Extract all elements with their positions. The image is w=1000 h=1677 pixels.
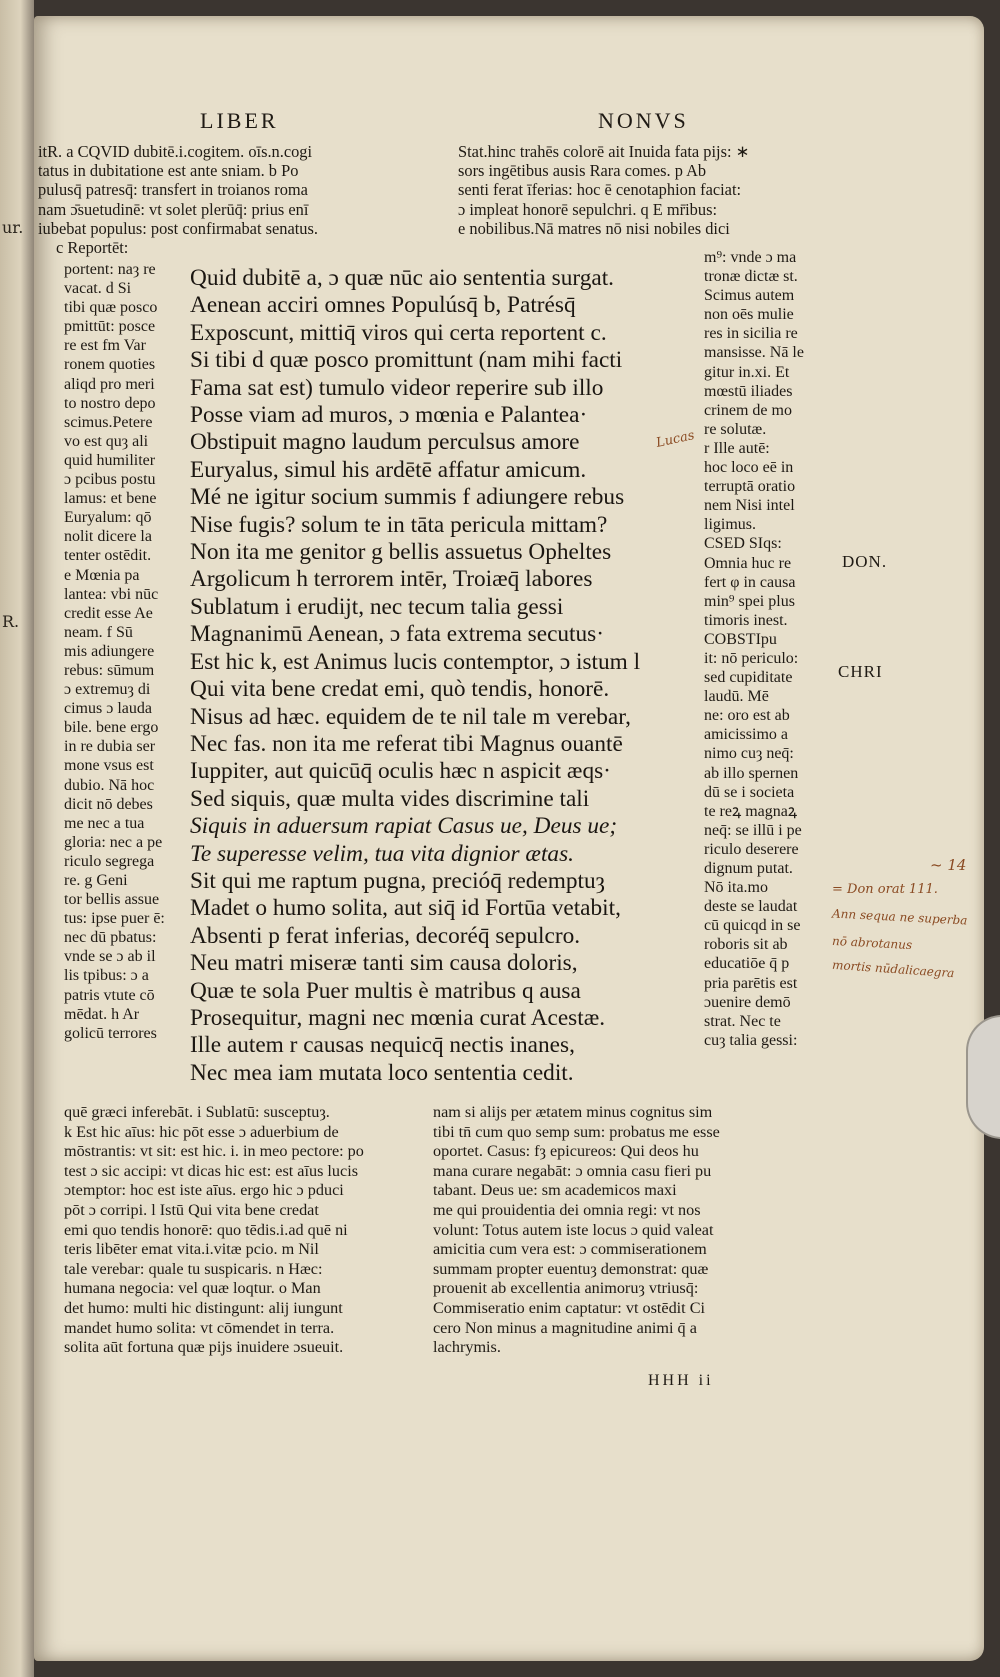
gloss-line: Euryalum: qō	[64, 509, 152, 527]
gloss-line: dū se i societa	[704, 783, 795, 801]
gloss-line: non oēs mulie	[704, 306, 794, 324]
gloss-line: cimus ɔ lauda	[64, 700, 152, 718]
gloss-line: nolit dicere la	[64, 528, 152, 546]
gloss-line: cero Non minus a magnitudine animi q̄ a	[433, 1318, 697, 1337]
gloss-line: emi quo tendis honorē: quo tēdis.i.ad quē ni	[64, 1220, 348, 1239]
gloss-line: tibi tn̄ cum quo semp sum: probatus me esse	[433, 1122, 720, 1141]
gloss-line: ɔtemptor: hoc est iste aīus. ergo hic ɔ pduci	[64, 1181, 344, 1200]
gloss-line: educatiōe q̄ p	[704, 955, 790, 973]
gloss-line: pria parētis est	[704, 974, 798, 992]
gloss-line: nam ɔ̄suetudinē: vt solet plerūq̄: prius enī	[38, 199, 309, 219]
gloss-line: pmittūt: posce	[64, 318, 156, 336]
gloss-line: nem Nisi intel	[704, 497, 795, 515]
verse-line: Neu matri miseræ tanti sim causa doloris,	[190, 950, 578, 977]
gloss-line: gloria: nec a pe	[64, 833, 163, 851]
gloss-line: golicū terrores	[64, 1024, 157, 1042]
gloss-line: nam si alijs per ætatem minus cognitus sim	[433, 1103, 713, 1121]
gloss-line: ab illo spernen	[704, 764, 799, 782]
gloss-line: vo est quȝ ali	[64, 432, 149, 450]
side-label-don: DON.	[842, 552, 888, 571]
gloss-line: to nostro depo	[64, 394, 156, 412]
gloss-line: dignum putat.	[704, 860, 793, 877]
gloss-line: e Mœnia pa	[64, 566, 140, 584]
verse-line: Quid dubitē a, ɔ quæ nūc aio sententia surgat.	[190, 265, 614, 291]
gloss-line: tatus in dubitatione est ante sniam. b Po	[38, 161, 299, 181]
verse-line: Siquis in aduersum rapiat Casus ue, Deus ue;	[190, 813, 618, 840]
gloss-line: lis tpibus: ɔ a	[64, 967, 149, 985]
gloss-line: dicit nō debes	[64, 795, 153, 813]
gloss-line: roboris sit ab	[704, 936, 788, 954]
gloss-line: quid humiliter	[64, 451, 156, 469]
gloss-line: m⁹: vnde ɔ ma	[704, 249, 797, 266]
gloss-line: det humo: multi hic distingunt: alij iungunt	[64, 1298, 343, 1317]
verse-line: Magnanimū Aenean, ɔ fata extrema secutus·	[190, 621, 604, 648]
gloss-line: re est fm Var	[64, 337, 146, 355]
gloss-line: quē græci inferebāt. i Sublatū: susceptuȝ.	[64, 1103, 330, 1121]
gloss-line: re. g Geni	[64, 872, 128, 889]
gloss-line: ɔ extremuȝ di	[64, 681, 151, 699]
gloss-line: dubio. Nā hoc	[64, 776, 155, 794]
handwritten-note: Lucas	[654, 428, 696, 451]
handwritten-note: Ann sequa ne superba	[831, 906, 968, 928]
gloss-line: iubebat populus: post confirmabat senatus.	[38, 218, 318, 238]
verse-line: Mé ne igitur socium summis f adiungere rebus	[190, 484, 625, 511]
verse-line: Aenean acciri omnes Populúsq̄ b, Patrésq̄	[190, 292, 576, 319]
gloss-line: re solutæ.	[704, 420, 767, 438]
gloss-line: tibi quæ posco	[64, 299, 158, 317]
verse-line: Quæ te sola Puer multis è matribus q ausa	[190, 977, 581, 1004]
verse-line: Est hic k, est Animus lucis contemptor, ɔ istum l	[190, 648, 641, 675]
gloss-line: gitur in.xi. Et	[704, 363, 790, 381]
gloss-line: Commiseratio enim captatur: vt ostēdit Ci	[433, 1298, 705, 1317]
verse-line: Nec mea iam mutata loco sententia cedit.	[190, 1059, 574, 1086]
gloss-line: Scimus autem	[704, 287, 795, 305]
gloss-line: riculo deserere	[704, 840, 799, 858]
gloss-line: lantea: vbi nūc	[64, 585, 159, 603]
gloss-line: laudū. Mē	[704, 688, 769, 706]
gloss-line: it: nō periculo:	[704, 649, 799, 667]
gloss-line: mēdat. h Ar	[64, 1005, 140, 1023]
gloss-line: itR. a CQVID dubitē.i.cogitem. oīs.n.cogi	[38, 142, 313, 161]
handwritten-note: nō abrotanus	[831, 933, 913, 953]
gloss-bottom-right	[433, 1103, 720, 1358]
gloss-line: lamus: et bene	[64, 490, 157, 508]
gloss-line: ɔ impleat honorē sepulchri. q E mr̄ibus:	[458, 199, 718, 219]
gloss-line: nimo cuȝ neq̄:	[704, 745, 794, 763]
gloss-line: mis adiungere	[64, 642, 155, 660]
gloss-line: vnde se ɔ ab il	[64, 948, 156, 966]
gloss-line: amicissimo a	[704, 726, 788, 744]
gloss-line: neq̄: se illū i pe	[704, 821, 802, 839]
verse-line: Ille autem r causas nequicq̄ nectis inanes,	[190, 1032, 575, 1059]
verse-line: Nisus ad hæc. equidem de te nil tale m verebar,	[190, 703, 631, 730]
gloss-line: me qui prouidentia dei omnia regi: vt nos	[433, 1200, 701, 1219]
prev-page-mark: ur.	[2, 218, 24, 237]
gloss-line: portent: naȝ re	[64, 261, 156, 278]
gloss-line: in re dubia ser	[64, 738, 156, 756]
gloss-line: teris libēter emat vita.i.vitæ pcio. m Nil	[64, 1240, 319, 1259]
gloss-line: Nō ita.mo	[704, 879, 768, 897]
gloss-line: COBSTIpu	[704, 630, 777, 648]
handwritten-note: = Don orat 111.	[832, 882, 938, 897]
gloss-line: fert φ in causa	[704, 573, 796, 591]
previous-page-edge	[0, 0, 34, 1677]
verse-line: Iuppiter, aut quicūq̄ oculis hæc n aspicit æqs·	[190, 758, 611, 785]
gloss-line: sors ingētibus ausis Rara comes. p Ab	[458, 161, 707, 181]
gloss-line: deste se laudat	[704, 898, 798, 916]
handwritten-note: ~ 14	[930, 856, 967, 874]
gloss-line: patris vtute cō	[64, 986, 155, 1004]
gloss-line: tenter ostēdit.	[64, 547, 152, 565]
gloss-line: bile. bene ergo	[64, 719, 159, 737]
verse-line: Nise fugis? solum te in tāta pericula mittam?	[190, 511, 608, 538]
gloss-line: scimus.Petere	[64, 413, 153, 431]
gloss-top-left	[38, 142, 318, 257]
verse-line: Si tibi d quæ posco promittunt (nam mihi facti	[190, 347, 623, 374]
gloss-line: tor bellis assue	[64, 891, 160, 909]
verse-line: Sit qui me raptum pugna, precióq̄ redemptuȝ	[190, 867, 605, 894]
gloss-line: prouenit ab excellentia animoruȝ vtriusq̄:	[433, 1279, 699, 1298]
handwritten-note: mortis nūdalicaegra	[831, 957, 955, 981]
gloss-line: hoc loco eē in	[704, 459, 794, 477]
page-clip	[966, 1015, 1000, 1139]
gloss-line: summam propter euentuȝ demonstrat: quæ	[433, 1259, 709, 1278]
running-head-right: NONVS	[598, 108, 689, 133]
gloss-line: oportet. Casus: fȝ epicureos: Qui deos hu	[433, 1142, 699, 1161]
gloss-line: res in sicilia re	[704, 325, 798, 343]
verse-line: Te superesse velim, tua vita dignior ætas.	[190, 840, 574, 867]
gloss-line: tabant. Deus ue: sm academicos maxi	[433, 1181, 677, 1200]
gloss-line: credit esse Ae	[64, 604, 153, 622]
signature-mark: HHH ii	[648, 1372, 714, 1389]
verse-line: Argolicum h terrorem intēr, Troiæq̄ labores	[190, 566, 593, 593]
gloss-line: ronem quoties	[64, 356, 156, 374]
gloss-line: me nec a tua	[64, 814, 145, 832]
gloss-line: nec dū pbatus:	[64, 929, 157, 947]
gloss-line: mana curare negabāt: ɔ omnia casu fieri pu	[433, 1161, 712, 1180]
gloss-line: test ɔ sic accipi: vt dicas hic est: est aīus lucis	[64, 1161, 358, 1180]
prev-page-mark: R.	[2, 612, 20, 631]
gloss-line: te reꝝ magnaꝝ	[704, 802, 798, 820]
gloss-line: cū quicqd in se	[704, 917, 801, 935]
gloss-line: tus: ipse puer ē:	[64, 910, 165, 928]
gloss-line: ligimus.	[704, 516, 757, 534]
verse-line: Sublatum i erudijt, nec tecum talia gessi	[190, 593, 564, 620]
gloss-line: riculo segrega	[64, 852, 155, 870]
gloss-line: timoris inest.	[704, 611, 788, 629]
verse-line: Prosequitur, magni nec mœnia curat Acestæ.	[190, 1004, 606, 1031]
gloss-line: senti ferat īferias: hoc ē cenotaphion faciat:	[458, 180, 742, 200]
gloss-line: mandet humo solita: vt cōmendet in terra.	[64, 1318, 335, 1337]
gloss-line: strat. Nec te	[704, 1012, 781, 1030]
gloss-line: lachrymis.	[433, 1338, 501, 1357]
verse-line: Obstipuit magno laudum perculsus amore	[190, 429, 580, 456]
gloss-line: ne: oro est ab	[704, 707, 790, 725]
main-verse-text	[190, 265, 640, 1087]
gloss-line: mone vsus est	[64, 757, 154, 775]
verse-line: Fama sat est) tumulo videor reperire sub illo	[190, 374, 604, 401]
gloss-line: neam. f Sū	[64, 623, 133, 641]
gloss-line: ɔ pcibus postu	[64, 471, 156, 489]
gloss-line: Omnia huc re	[704, 554, 792, 572]
gloss-line: solita aūt fortuna quæ pijs inuidere ɔsueuit.	[64, 1338, 344, 1357]
gloss-line: amicitia cum vera est: ɔ commiserationem	[433, 1240, 707, 1259]
verse-line: Non ita me genitor g bellis assuetus Opheltes	[190, 539, 612, 566]
gloss-line: vacat. d Si	[64, 280, 132, 298]
side-label-chri: CHRI	[838, 662, 883, 681]
gloss-top-right	[458, 142, 749, 238]
verse-line: Euryalus, simul his ardētē affatur amicum.	[190, 456, 587, 483]
verse-line: Qui vita bene credat emi, quò tendis, honorē.	[190, 676, 610, 703]
gloss-line: aliqd pro meri	[64, 375, 155, 393]
running-head-left: LIBER	[200, 108, 279, 133]
gloss-line: tronæ dictæ st.	[704, 268, 798, 286]
gloss-right-column	[704, 248, 804, 1050]
gloss-line: rebus: sūmum	[64, 661, 155, 679]
gloss-line: Stat.hinc trahēs colorē ait Inuida fata pijs: ∗	[458, 142, 750, 161]
gloss-bottom-left	[64, 1103, 364, 1358]
gloss-line: CSED SIqs:	[704, 535, 782, 553]
gloss-line: pulusq̄ patresq̄: transfert in troianos roma	[38, 180, 308, 200]
gloss-line: mōstrantis: vt sit: est hic. i. in meo pectore: po	[64, 1142, 364, 1161]
gloss-line: ɔuenire demō	[704, 993, 791, 1011]
gloss-line: k Est hic aīus: hic pōt esse ɔ aduerbium de	[64, 1122, 339, 1141]
verse-line: Posse viam ad muros, ɔ mœnia e Palantea·	[190, 402, 588, 429]
verse-line: Absenti p ferat inferias, decoréq̄ sepulcro.	[190, 922, 581, 949]
gloss-line: sed cupiditate	[704, 669, 793, 687]
gloss-line: e nobilibus.Nā matres nō nisi nobiles dici	[458, 218, 730, 238]
gloss-line: volunt: Totus autem iste locus ɔ quid valeat	[433, 1220, 714, 1239]
gloss-line: crinem de mo	[704, 401, 792, 419]
gloss-line: tale verebar: quale tu suspicaris. n Hæc:	[64, 1259, 323, 1278]
gloss-line: mansisse. Nā le	[704, 344, 804, 362]
gloss-line: r Ille autē:	[704, 439, 770, 457]
gloss-line: mœstū iliades	[704, 382, 793, 400]
gloss-line: humana negocia: vel quæ loqtur. o Man	[64, 1279, 321, 1298]
gloss-line: cuȝ talia gessi:	[704, 1031, 798, 1049]
gloss-line: terruptā oratio	[704, 478, 796, 496]
gloss-line: c Reportēt:	[56, 238, 129, 258]
verse-line: Nec fas. non ita me referat tibi Magnus ouantē	[190, 730, 623, 757]
verse-line: Sed siquis, quæ multa vides discrimine tali	[190, 785, 590, 812]
verse-line: Exposcunt, mittiq̄ viros qui certa reportent c.	[190, 319, 607, 346]
verse-line: Madet o humo solita, aut siq̄ id Fortūa vetabit,	[190, 895, 621, 922]
gloss-left-column	[64, 260, 165, 1043]
gloss-line: pōt ɔ corripi. l Istū Qui vita bene credat	[64, 1200, 319, 1219]
gloss-line: min⁹ spei plus	[704, 592, 795, 610]
